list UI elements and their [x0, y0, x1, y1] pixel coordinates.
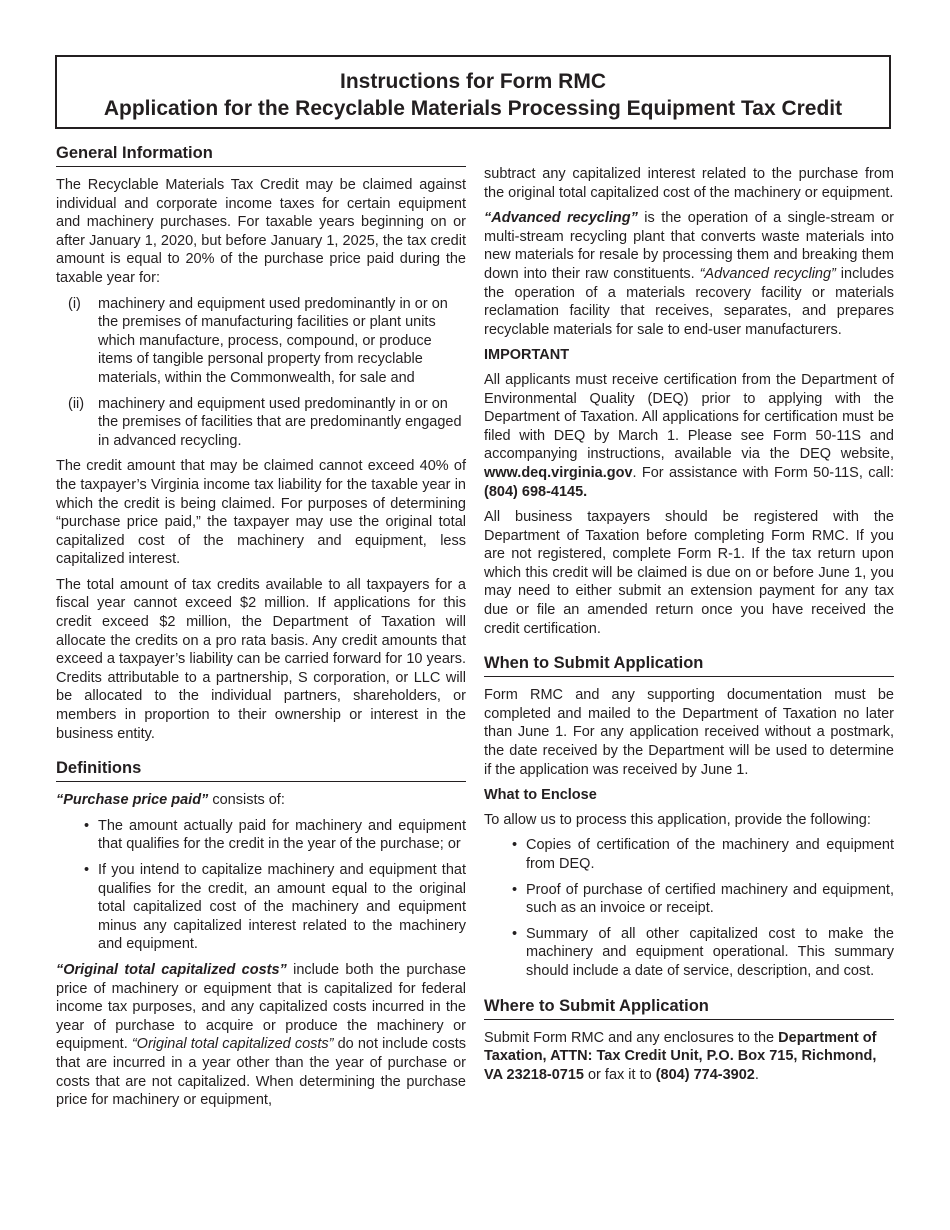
bullet: • [512, 925, 518, 942]
when-to-submit-heading: When to Submit Application [484, 653, 894, 677]
where-to-submit-paragraph: Submit Form RMC and any enclosures to the Department of Taxation, ATTN: Tax Credit Unit, P.O. Box 715, Richmond, VA 23218-0715 or fax it to (804) 774-3902. [484, 1029, 877, 1083]
general-intro: The Recyclable Materials Tax Credit may be claimed against individual and corporate income taxes for certain equipment and machinery purchases. For taxable years beginning on or after January 1, 2020, but before January 1, 2025, the tax credit amount is equal to 20% of the purchase price paid during the taxable year for: [56, 177, 466, 286]
bullet: • [512, 881, 518, 898]
list-item [84, 817, 466, 854]
registration-paragraph: All business taxpayers should be registered with the Department of Taxation before completing Form RMC. If you are not registered, complete Form R-1. If the tax return upon which this credit will be claimed is due on or before June 1, you may need to either submit an extension payment for any tax due or file an amended return once you have received the credit certification. [484, 509, 894, 637]
capitalized-costs-continuation: subtract any capitalized interest related to the purchase from the original total capitalized cost of the machinery or equipment. [484, 166, 894, 201]
deq-website: www.deq.virginia.gov [484, 464, 633, 481]
list-item [84, 861, 466, 954]
bullet: • [512, 837, 518, 854]
where-to-submit-heading: Where to Submit Application [484, 996, 894, 1020]
bullet-text: Summary of all other capitalized cost to make the machinery and equipment operational. This summary should include a date of service, description, and cost. [526, 925, 894, 979]
when-to-submit-paragraph: Form RMC and any supporting documentation must be completed and mailed to the Department of Taxation no later than June 1. For any application received without a postmark, the date received by the Department will be used to determine if the application was received by June 1. [484, 687, 894, 778]
fax-number: (804) 774-3902 [655, 1066, 755, 1083]
mailing-address: Department of Taxation, ATTN: Tax Credit Unit, P.O. Box 715, Richmond, VA 23218-0715 [484, 1029, 877, 1083]
list-item [56, 395, 466, 451]
title-line-1: Instructions for Form RMC [340, 70, 606, 93]
certification-paragraph: All applicants must receive certification from the Department of Environmental Quality (DEQ) prior to applying with the Department of Taxation. All applications for certification must be filed with DEQ by March 1. Please see Form 50-11S and accompanying instructions, available via the DEQ website, www.deq.virginia.gov. For assistance with Form 50-11S, call: (804) 698-4145. [484, 371, 894, 500]
advanced-recycling-definition: “Advanced recycling” is the operation of a single-stream or multi-stream recycling plant that converts waste materials into new materials for resale by processing them and breaking them down into their raw constituents. “Advanced recycling” includes the operation of a materials recovery facility or materials reclamation facility that receives, separates, and prepares recyclable materials for sale to end-user manufacturers. [484, 210, 894, 338]
list-item [56, 295, 466, 388]
term: “Purchase price paid” [56, 792, 209, 809]
deq-phone: (804) 698-4145. [484, 483, 588, 500]
enclose-intro: To allow us to process this application, provide the following: [484, 811, 871, 828]
definitions-heading: Definitions [56, 758, 466, 782]
credit-limit-paragraph: The credit amount that may be claimed cannot exceed 40% of the taxpayer’s Virginia income tax liability for the taxable year in which the credit is being claimed. For purposes of determining “purchase price paid,” the taxpayer may use the original total capitalized cost of the machinery and equipment, less capitalized interest. [56, 458, 466, 568]
original-total-capitalized-costs-definition: “Original total capitalized costs” include both the purchase price of machinery or equipment that is capitalized for federal income tax purposes, and any capitalized costs incurred in the year of purchase to acquire or produce the machinery or equipment. “Original total capitalized costs” do not include costs that are incurred in a year other than the year of purchase or costs that are not capitalized. When determining the purchase price for machinery or equipment, [56, 961, 466, 1109]
total-credits-paragraph: The total amount of tax credits available to all taxpayers for a fiscal year cannot exceed $2 million. If applications for this credit exceed $2 million, the Department of Taxation will allocate the credits on a pro rata basis. Any credit amounts that exceed a taxpayer’s liability can be carried forward for 10 years. Credits attributable to a partnership, S corporation, or LLC will be allocated to the individual partners, shareholders, or members in proportion to their ownership or interest in the business entity. [56, 576, 466, 742]
item-number: (ii) [68, 395, 85, 412]
title-box [55, 55, 891, 129]
important-heading: IMPORTANT [484, 347, 570, 364]
bullet: • [84, 862, 90, 878]
list-item [512, 836, 894, 873]
item-text: machinery and equipment used predominantly in or on the premises of manufacturing facilities or plant units which manufacture, process, compound, or produce items of tangible personal property from recyclable materials, within the Commonwealth, for sale and [98, 295, 448, 386]
what-to-enclose-heading: What to Enclose [484, 787, 597, 804]
bullet-text: Proof of purchase of certified machinery and equipment, such as an invoice or receipt. [526, 881, 894, 917]
right-column [484, 165, 894, 1091]
item-text: machinery and equipment used predominantly in or on the premises of facilities that are predominantly engaged in advanced recycling. [98, 395, 462, 449]
bullet-text: Copies of certification of the machinery and equipment from DEQ. [526, 837, 894, 872]
item-number: (i) [68, 295, 81, 312]
general-information-heading: General Information [56, 143, 466, 167]
bullet-text: If you intend to capitalize machinery and equipment that qualifies for the credit, an amount equal to the original total capitalized cost of the machinery and equipment minus any capitalized interest related to the machinery and equipment. [98, 862, 466, 953]
bullet: • [84, 817, 90, 834]
purchase-price-paid-definition: “Purchase price paid” consists of: [56, 792, 285, 809]
list-item [512, 881, 894, 918]
title-line-2: Application for the Recyclable Materials Processing Equipment Tax Credit [103, 97, 843, 120]
left-column [56, 143, 466, 1117]
bullet-text: The amount actually paid for machinery and equipment that qualifies for the credit in the year of the purchase; or [98, 817, 466, 853]
list-item [512, 925, 894, 981]
